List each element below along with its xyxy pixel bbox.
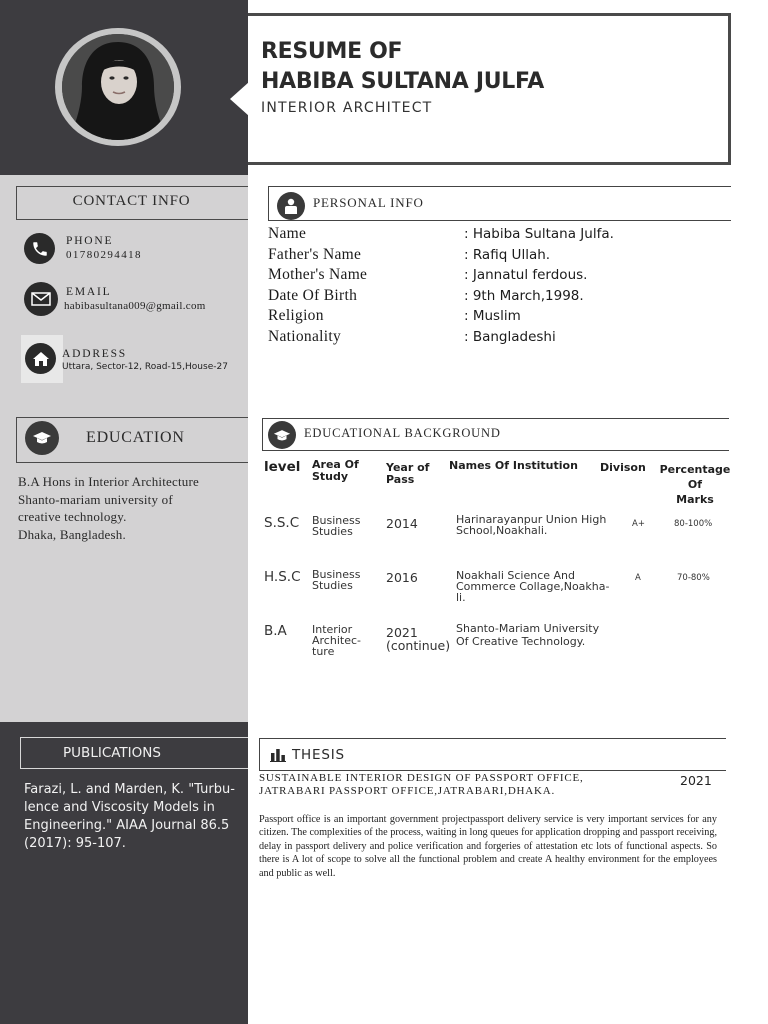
educational-background-heading: EDUCATIONAL BACKGROUND (304, 426, 501, 440)
phone-icon (24, 233, 55, 264)
col-area-header (312, 459, 359, 483)
thesis-heading: THESIS (292, 747, 345, 763)
area-line: Interior (312, 623, 353, 636)
address-value: Uttara, Sector-12, Road-15,House-27 (62, 362, 228, 372)
row-area (312, 624, 361, 657)
institution-line: Noakhali Science And (456, 569, 576, 582)
col-area-line: Study (312, 470, 349, 483)
header-pointer (230, 82, 249, 116)
area-line: Studies (312, 525, 353, 538)
nationality-label: Nationality (268, 327, 342, 345)
mother-name-value: : Jannatul ferdous. (464, 267, 588, 283)
col-institution-header: Names Of Institution (449, 459, 578, 472)
job-title: INTERIOR ARCHITECT (261, 100, 433, 116)
personal-info-row (268, 307, 521, 328)
area-line: Studies (312, 579, 353, 592)
personal-info-heading: PERSONAL INFO (313, 195, 424, 210)
phone-value: 01780294418 (66, 249, 142, 261)
education-line: B.A Hons in Interior Architecture (18, 474, 199, 489)
publications-heading: PUBLICATIONS (63, 745, 161, 761)
row-area (312, 569, 361, 591)
education-line: creative technology. (18, 509, 127, 524)
col-level-header: level (264, 459, 301, 475)
publication-line: lence and Viscosity Models in (24, 800, 215, 815)
thesis-title (259, 772, 584, 798)
col-percentage-header (651, 462, 739, 507)
name-value: : Habiba Sultana Julfa. (464, 226, 614, 242)
year-line: (continue) (386, 638, 451, 653)
avatar (62, 34, 174, 140)
area-line: ture (312, 645, 335, 658)
publication-line: (2017): 95-107. (24, 836, 126, 851)
col-area-line: Area Of (312, 458, 359, 471)
col-year-line: Year of (386, 461, 430, 474)
personal-info-list (268, 225, 614, 348)
area-line: Business (312, 514, 361, 527)
institution-line: Of Creative Technology. (456, 635, 586, 648)
thesis-title-line: JATRABARI PASSPORT OFFICE,JATRABARI,DHAKA. (259, 785, 556, 797)
graduation-cap-icon (25, 421, 59, 455)
col-pct-line: Percentage Of (659, 463, 731, 491)
personal-info-row (268, 286, 584, 308)
institution-line: Commerce Collage,Noakha- (456, 580, 610, 593)
row-division: A (635, 573, 641, 583)
father-name-label: Father's Name (268, 245, 362, 263)
father-name-value: : Rafiq Ullah. (464, 246, 551, 263)
institution-line: Harinarayanpur Union High (456, 513, 607, 526)
publication-line: Farazi, L. and Marden, K. "Turbu- (24, 782, 235, 797)
institution-line: School,Noakhali. (456, 524, 548, 537)
publication-entry (24, 781, 235, 853)
religion-value: : Muslim (464, 308, 521, 324)
email-label: EMAIL (66, 286, 112, 298)
row-institution (456, 622, 599, 648)
dob-value: : 9th March,1998. (464, 287, 584, 304)
resume-title-name: HABIBA SULTANA JULFA (261, 69, 544, 94)
col-year-line: Pass (386, 473, 415, 486)
row-marks: 70-80% (677, 573, 710, 583)
resume-title-line1: RESUME OF (261, 39, 403, 64)
education-line: Dhaka, Bangladesh. (18, 526, 126, 542)
row-institution (456, 570, 609, 603)
bar-chart-icon (270, 746, 286, 767)
nationality-value: : Bangladeshi (464, 328, 556, 345)
personal-info-row (268, 225, 614, 246)
row-year (386, 626, 450, 652)
name-label: Name (268, 225, 307, 242)
personal-info-row (268, 245, 551, 267)
row-marks: 80-100% (674, 519, 713, 529)
profile-photo (62, 34, 174, 140)
contact-info-heading: CONTACT INFO (72, 193, 191, 209)
row-division: A+ (632, 519, 645, 529)
row-year: 2014 (386, 516, 418, 531)
area-line: Architec- (312, 634, 361, 647)
row-level: S.S.C (264, 515, 300, 531)
row-institution (456, 514, 606, 536)
row-level: B.A (264, 623, 287, 639)
area-line: Business (312, 568, 361, 581)
institution-line: li. (456, 591, 466, 604)
col-year-header (386, 462, 429, 486)
thesis-year: 2021 (680, 773, 712, 788)
row-level: H.S.C (264, 569, 301, 585)
mother-name-label: Mother's Name (268, 266, 368, 283)
row-area (312, 515, 361, 537)
personal-info-row (268, 266, 588, 287)
email-icon (24, 282, 58, 316)
institution-line: Shanto-Mariam University (456, 622, 600, 635)
personal-info-row (268, 327, 556, 349)
dob-label: Date Of Birth (268, 286, 358, 304)
home-icon (25, 343, 56, 374)
religion-label: Religion (268, 307, 324, 324)
phone-label: PHONE (66, 235, 114, 247)
thesis-description: Passport office is an important government projectpassport delivery service is very important services for any citizen. The complexities of the process, waiting in long queues for application dropping and passport receiving, delay in passport delivery and police verification and forgeries of attestation etc lots of functional aspects. So there is A lot of scope to solve all the functional problem and create A healthy environment for the employees and public as well. (259, 814, 717, 879)
address-label: ADDRESS (62, 348, 128, 360)
year-line: 2021 (386, 625, 418, 640)
col-pct-line: Marks (676, 493, 714, 506)
education-summary (18, 473, 199, 543)
email-value: habibasultana009@gmail.com (64, 300, 206, 312)
publication-line: Engineering." AIAA Journal 86.5 (24, 818, 230, 833)
col-division-header: Divison (600, 461, 646, 474)
thesis-title-line: SUSTAINABLE INTERIOR DESIGN OF PASSPORT OFFICE, (259, 772, 584, 784)
education-heading: EDUCATION (86, 429, 185, 446)
row-year: 2016 (386, 570, 418, 585)
user-icon (277, 192, 305, 220)
graduation-cap-icon (268, 421, 296, 449)
education-line: Shanto-mariam university of (18, 491, 173, 507)
